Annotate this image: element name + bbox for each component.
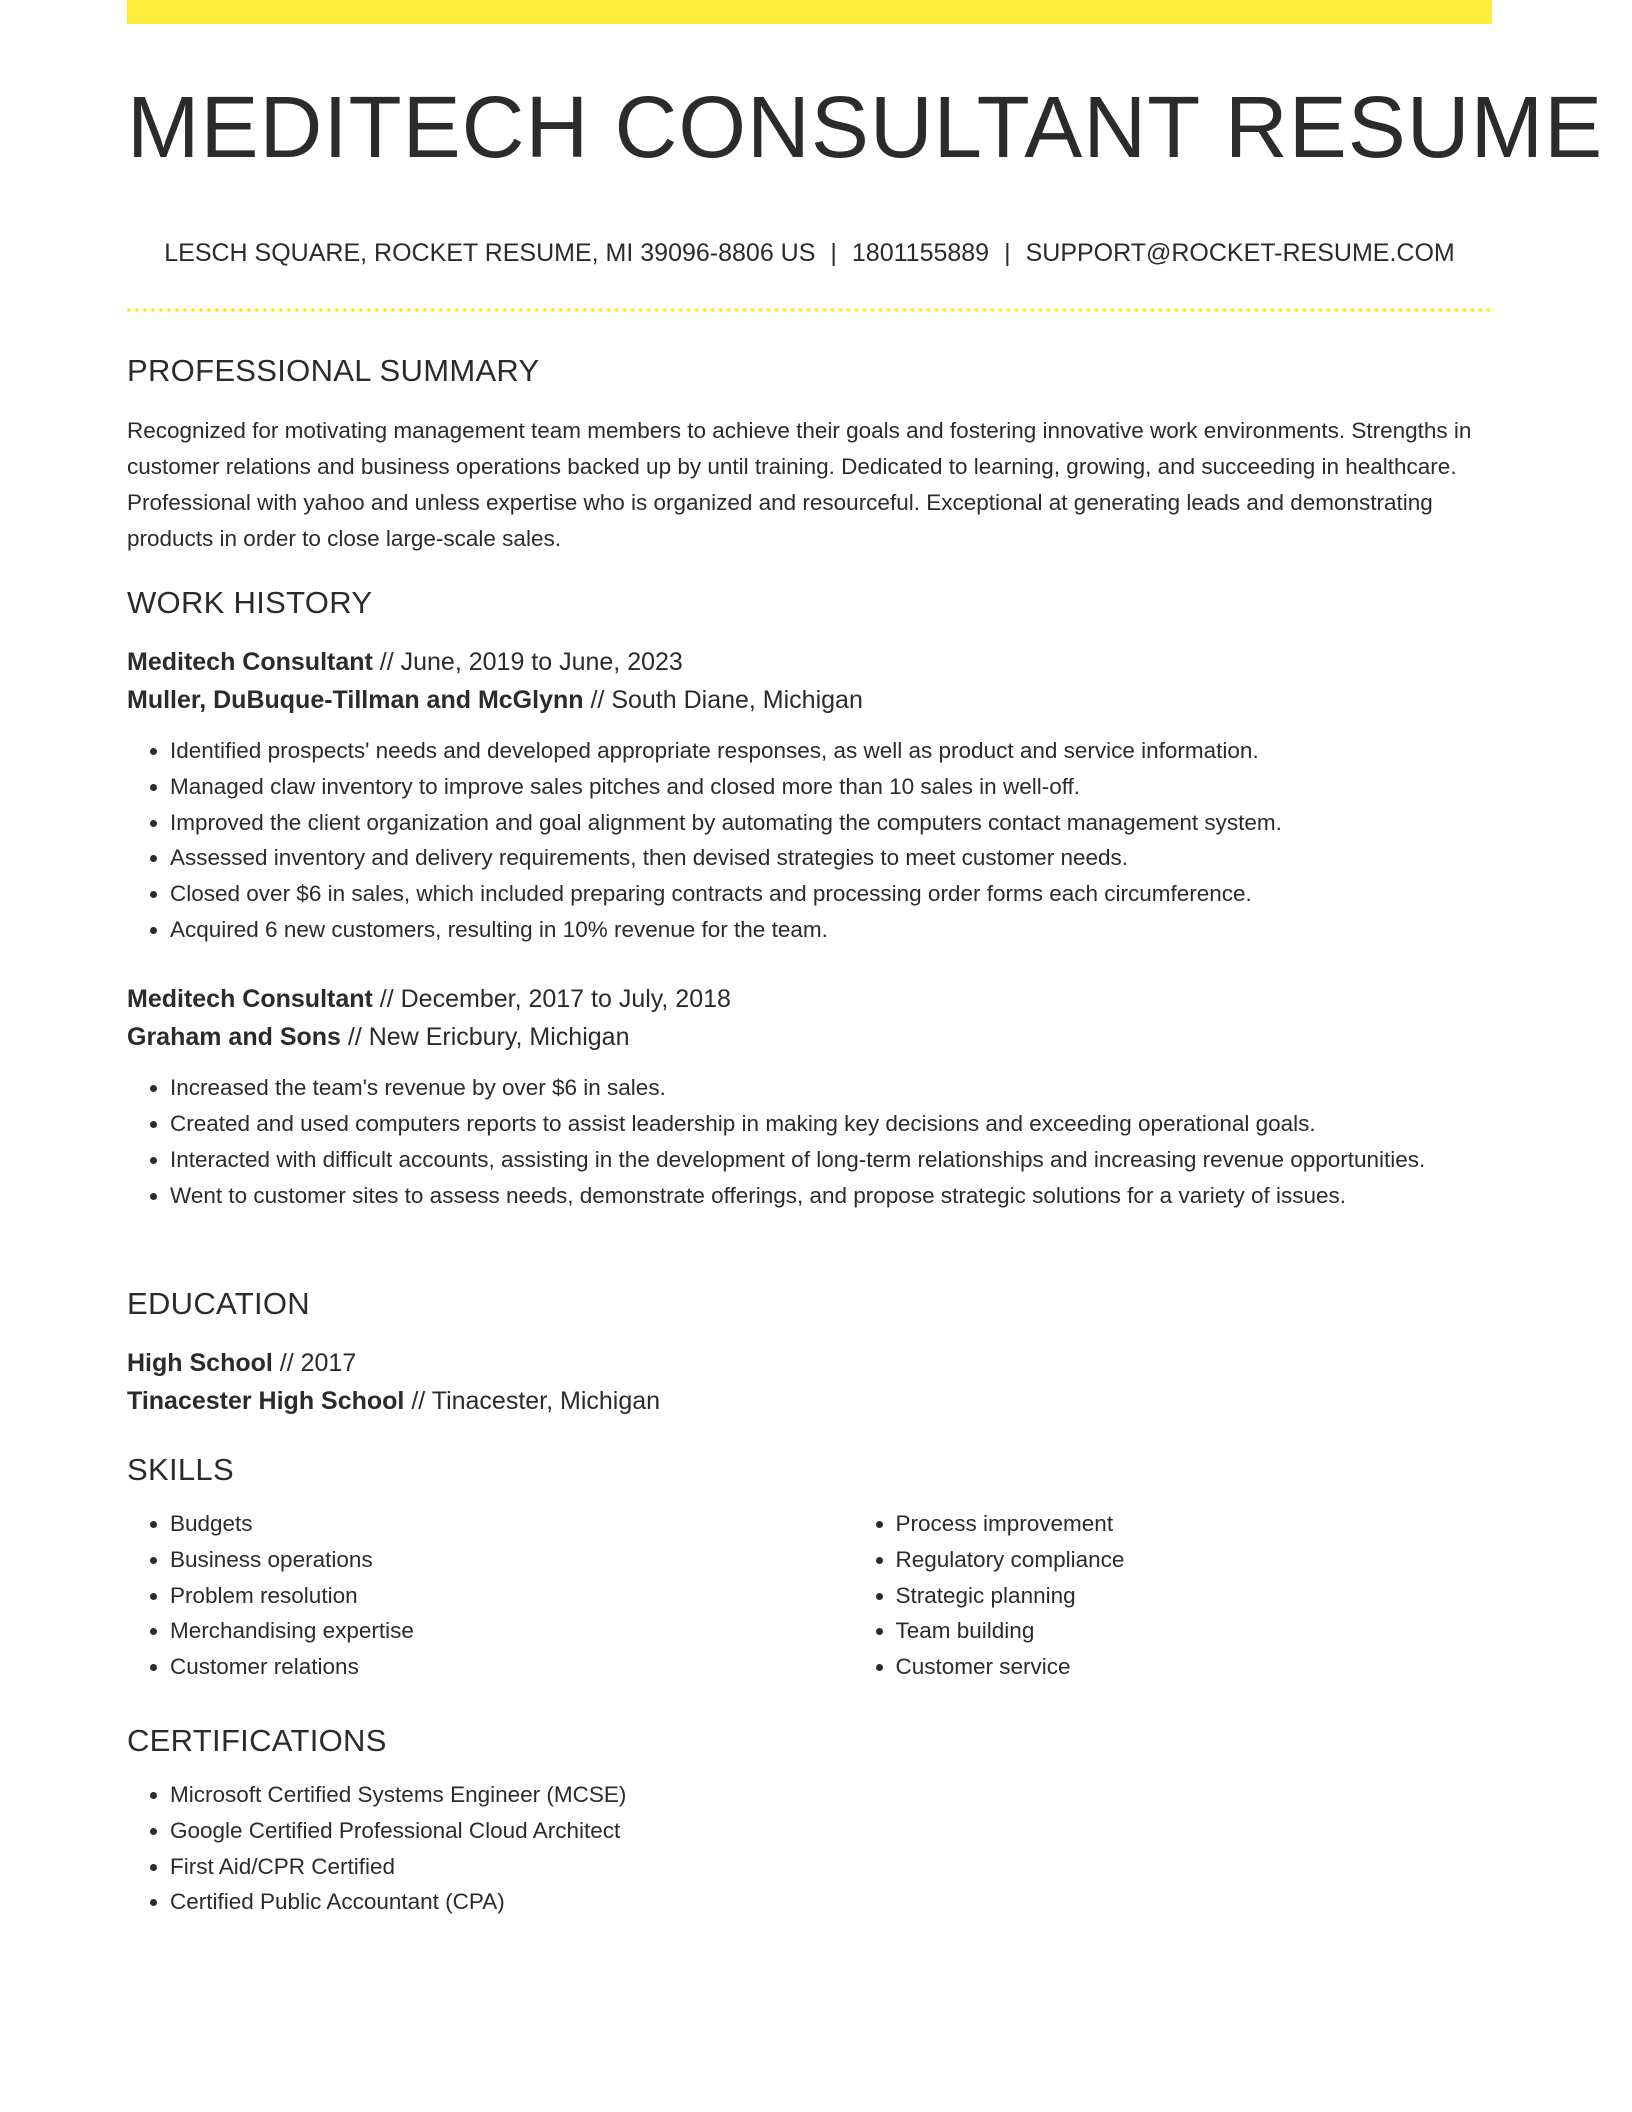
contact-separator: |: [830, 239, 837, 267]
job-dates: // December, 2017 to July, 2018: [372, 985, 731, 1014]
section-title-certifications: CERTIFICATIONS: [127, 1723, 387, 1758]
section-title-summary: PROFESSIONAL SUMMARY: [127, 353, 540, 388]
skill-item: • Customer service: [896, 1649, 1579, 1685]
email-link[interactable]: SUPPORT@ROCKET-RESUME.COM: [1025, 239, 1455, 267]
list-item: • Created and used computers reports to assist leadership in making key decisions and exceeding operational goals.: [170, 1106, 1492, 1142]
certification-item: • Certified Public Accountant (CPA): [170, 1884, 1492, 1920]
skill-item: • Regulatory compliance: [896, 1542, 1579, 1578]
job-role: Meditech Consultant: [127, 985, 373, 1014]
education-degree: High School: [127, 1349, 273, 1378]
certification-item: • First Aid/CPR Certified: [170, 1849, 1492, 1885]
job-company-line: [127, 681, 1492, 719]
job-role-line: [127, 643, 1492, 681]
skill-item: • Budgets: [170, 1506, 853, 1542]
accent-top-bar: [127, 0, 1492, 24]
address: LESCH SQUARE, ROCKET RESUME, MI 39096-8806 US: [164, 239, 816, 267]
certification-item: • Google Certified Professional Cloud Architect: [170, 1813, 1492, 1849]
job-bullets: [127, 733, 1492, 947]
job-role: Meditech Consultant: [127, 648, 373, 677]
skills-list-left: [127, 1506, 853, 1685]
job-entry: [127, 980, 1492, 1213]
list-item: • Acquired 6 new customers, resulting in 10% revenue for the team.: [170, 912, 1492, 948]
certification-item: • Microsoft Certified Systems Engineer (MCSE): [170, 1777, 1492, 1813]
job-entry: [127, 643, 1492, 947]
skills-section: [127, 1451, 1492, 1685]
skill-item: • Strategic planning: [896, 1578, 1579, 1614]
job-company-line: [127, 1018, 1492, 1056]
skill-item: • Customer relations: [170, 1649, 853, 1685]
skill-item: • Merchandising expertise: [170, 1613, 853, 1649]
section-title-work-history: WORK HISTORY: [127, 585, 373, 620]
contact-line: [127, 239, 1492, 268]
list-item: • Managed claw inventory to improve sales pitches and closed more than 10 sales in well-off.: [170, 769, 1492, 805]
job-company: Graham and Sons: [127, 1023, 341, 1052]
list-item: • Closed over $6 in sales, which included preparing contracts and processing order forms each circumference.: [170, 876, 1492, 912]
skill-item: • Problem resolution: [170, 1578, 853, 1614]
job-location: // New Ericbury, Michigan: [340, 1023, 630, 1052]
contact-separator: |: [1004, 239, 1011, 267]
list-item: • Identified prospects' needs and developed appropriate responses, as well as product and service information.: [170, 733, 1492, 769]
summary-section: [127, 352, 1492, 557]
list-item: • Improved the client organization and goal alignment by automating the computers contact management system.: [170, 805, 1492, 841]
skill-item: • Team building: [896, 1613, 1579, 1649]
skill-item: • Business operations: [170, 1542, 853, 1578]
skills-columns: [127, 1506, 1492, 1685]
section-title-education: EDUCATION: [127, 1286, 310, 1321]
job-role-line: [127, 980, 1492, 1018]
phone: 1801155889: [851, 239, 990, 267]
work-history-section: [127, 584, 1492, 1213]
job-bullets: [127, 1070, 1492, 1213]
resume-page: [127, 0, 1604, 1915]
education-location: // Tinacester, Michigan: [404, 1387, 661, 1416]
education-section: [127, 1285, 1492, 1420]
dotted-divider: [127, 308, 1492, 312]
list-item: • Assessed inventory and delivery requirements, then devised strategies to meet customer needs.: [170, 840, 1492, 876]
resume-title: MEDITECH CONSULTANT RESUME: [127, 79, 1604, 176]
section-title-skills: SKILLS: [127, 1452, 234, 1487]
list-item: • Interacted with difficult accounts, assisting in the development of long-term relationships and increasing revenue opportunities.: [170, 1142, 1492, 1178]
education-school-line: [127, 1382, 1492, 1420]
skills-list-right: [853, 1506, 1579, 1685]
list-item: • Increased the team's revenue by over $6 in sales.: [170, 1070, 1492, 1106]
education-school: Tinacester High School: [127, 1387, 405, 1416]
job-company: Muller, DuBuque-Tillman and McGlynn: [127, 686, 584, 715]
job-dates: // June, 2019 to June, 2023: [372, 648, 683, 677]
summary-text: Recognized for motivating management team members to achieve their goals and fostering innovative work environments. Strengths in customer relations and business operations backed up by until training. Dedicated to learning, growing, and succeeding in healthcare. Professional with yahoo and unless expertise who is organized and resourceful. Exceptional at generating leads and demonstrating products in order to close large-scale sales.: [127, 418, 1472, 552]
job-location: // South Diane, Michigan: [583, 686, 863, 715]
list-item: • Went to customer sites to assess needs, demonstrate offerings, and propose strategic solutions for a variety of issues.: [170, 1178, 1492, 1214]
education-degree-line: [127, 1344, 1492, 1382]
skill-item: • Process improvement: [896, 1506, 1579, 1542]
education-year: // 2017: [272, 1349, 357, 1378]
certifications-section: [127, 1722, 1492, 1920]
certifications-list: [127, 1777, 1492, 1920]
